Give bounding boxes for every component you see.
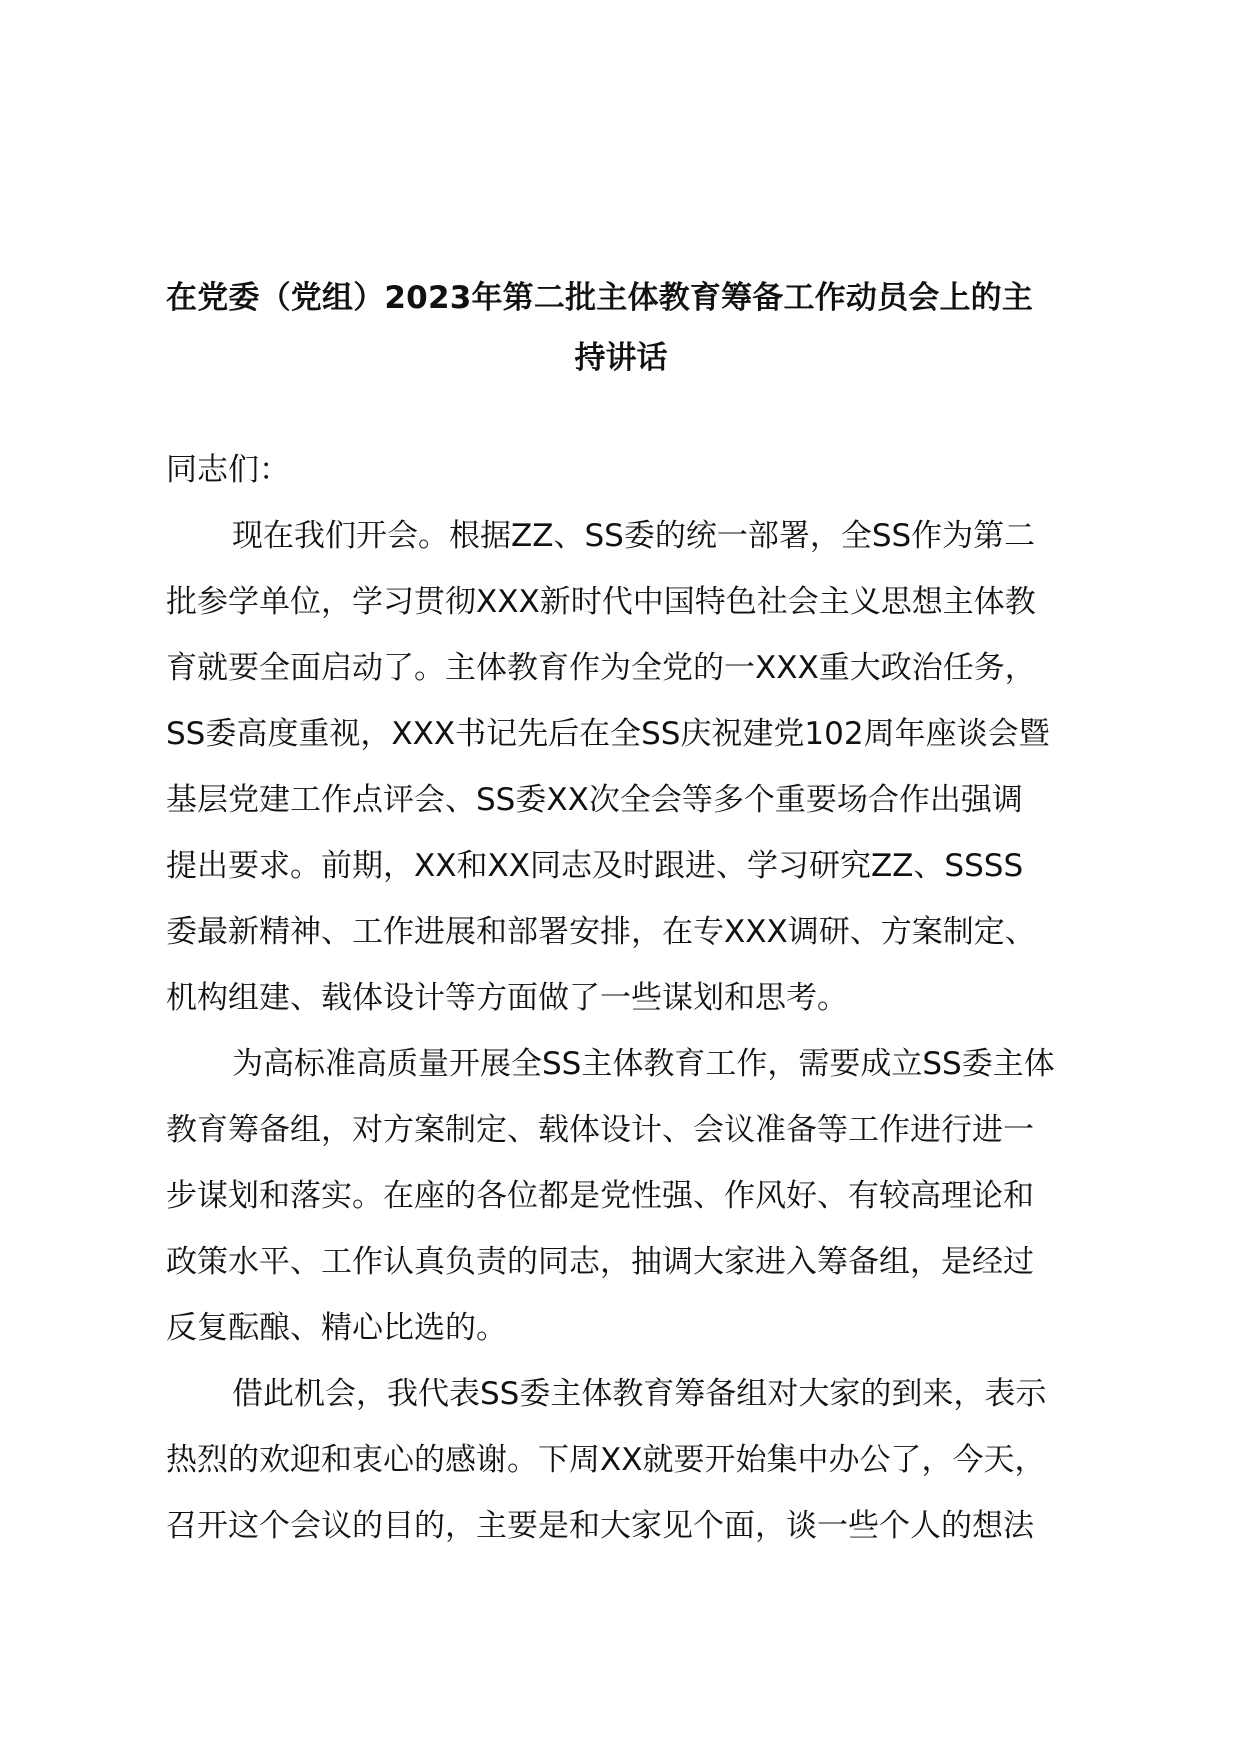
paragraph-line: 政策水平、工作认真负责的同志，抽调大家进入筹备组，是经过: [166, 1244, 1034, 1280]
paragraph-line: 借此机会，我代表SS委主体教育筹备组对大家的到来，表示: [232, 1376, 1047, 1412]
paragraph-line: 现在我们开会。根据ZZ、SS委的统一部署，全SS作为第二: [232, 518, 1036, 554]
paragraph-line: 教育筹备组，对方案制定、载体设计、会议准备等工作进行进一: [166, 1112, 1034, 1148]
paragraph: [166, 1031, 1126, 1361]
paragraph-line: 基层党建工作点评会、SS委XX次全会等多个重要场合作出强调: [166, 782, 1023, 818]
document-title: [166, 268, 1076, 388]
title-line: 持讲话: [574, 340, 668, 376]
paragraph: [166, 1361, 1126, 1559]
paragraph-line: 为高标准高质量开展全SS主体教育工作，需要成立SS委主体: [232, 1046, 1055, 1082]
paragraph-line: 机构组建、载体设计等方面做了一些谋划和思考。: [166, 980, 848, 1016]
document-body: [166, 437, 1126, 1559]
salutation: 同志们：: [166, 452, 290, 488]
title-line: 在党委（党组）2023年第二批主体教育筹备工作动员会上的主: [166, 280, 1034, 316]
paragraph-line: 提出要求。前期，XX和XX同志及时跟进、学习研究ZZ、SSSS: [166, 848, 1024, 884]
paragraph-line: 育就要全面启动了。主体教育作为全党的一XXX重大政治任务，: [166, 650, 1036, 686]
paragraph-line: SS委高度重视，XXX书记先后在全SS庆祝建党102周年座谈会暨: [166, 716, 1050, 752]
paragraph-line: 反复酝酿、精心比选的。: [166, 1310, 507, 1346]
paragraph: [166, 503, 1126, 1031]
paragraph-line: 步谋划和落实。在座的各位都是党性强、作风好、有较高理论和: [166, 1178, 1034, 1214]
paragraph-line: 批参学单位，学习贯彻XXX新时代中国特色社会主义思想主体教: [166, 584, 1036, 620]
paragraph-line: 召开这个会议的目的，主要是和大家见个面，谈一些个人的想法: [166, 1508, 1034, 1544]
paragraph-line: 热烈的欢迎和衷心的感谢。下周XX就要开始集中办公了，今天，: [166, 1442, 1046, 1478]
paragraph-line: 委最新精神、工作进展和部署安排，在专XXX调研、方案制定、: [166, 914, 1036, 950]
